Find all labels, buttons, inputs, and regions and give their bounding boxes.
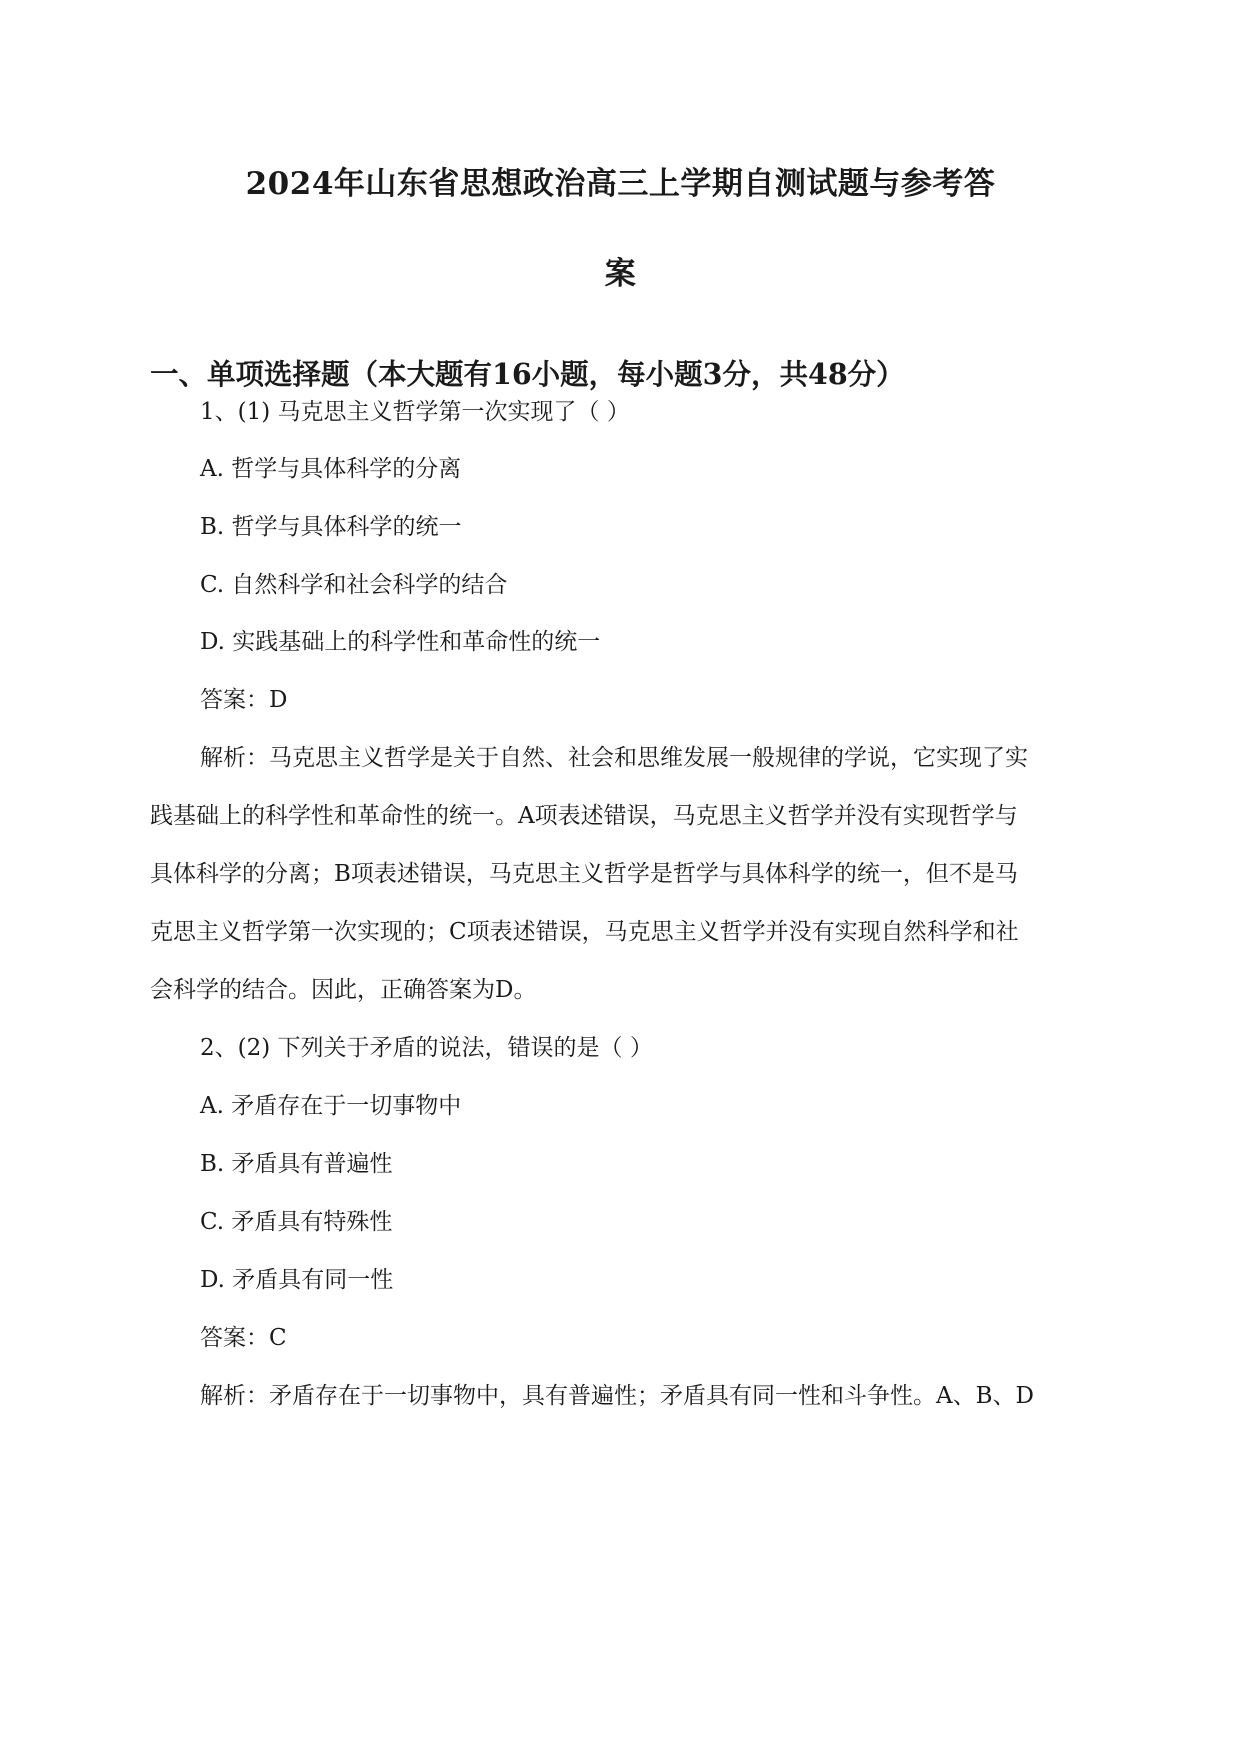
document-title-line-1: 2024年山东省思想政治高三上学期自测试题与参考答 (245, 166, 996, 202)
question-1-analysis-line: 具体科学的分离；B项表述错误，马克思主义哲学是哲学与具体科学的统一，但不是马 (150, 861, 1018, 887)
question-2-answer: 答案：C (200, 1325, 287, 1351)
question-2-option-c: C. 矛盾具有特殊性 (200, 1209, 393, 1235)
question-1-answer: 答案：D (200, 687, 288, 713)
question-1-analysis-line: 解析：马克思主义哲学是关于自然、社会和思维发展一般规律的学说，它实现了实 (200, 745, 1028, 771)
question-2-option-b: B. 矛盾具有普遍性 (200, 1151, 393, 1177)
question-1-analysis-line: 会科学的结合。因此，正确答案为D。 (150, 977, 537, 1003)
section-heading: 一、单项选择题（本大题有16小题，每小题3分，共48分） (150, 357, 905, 391)
question-1-stem: 1、(1) 马克思主义哲学第一次实现了（ ） (200, 399, 630, 425)
question-2-option-d: D. 矛盾具有同一性 (200, 1267, 394, 1293)
question-1-analysis-line: 克思主义哲学第一次实现的；C项表述错误，马克思主义哲学并没有实现自然科学和社 (150, 919, 1019, 945)
question-2-option-a: A. 矛盾存在于一切事物中 (200, 1093, 462, 1119)
question-1-option-c: C. 自然科学和社会科学的结合 (200, 572, 508, 598)
document-title-line-2: 案 (604, 256, 637, 292)
question-2-analysis-line: 解析：矛盾存在于一切事物中，具有普遍性；矛盾具有同一性和斗争性。A、B、D (200, 1383, 1034, 1409)
question-1-option-a: A. 哲学与具体科学的分离 (200, 456, 462, 482)
question-1-option-b: B. 哲学与具体科学的统一 (200, 514, 462, 540)
question-1-analysis-line: 践基础上的科学性和革命性的统一。A项表述错误，马克思主义哲学并没有实现哲学与 (150, 803, 1018, 829)
question-2-stem: 2、(2) 下列关于矛盾的说法，错误的是（ ） (200, 1035, 653, 1061)
question-1-option-d: D. 实践基础上的科学性和革命性的统一 (200, 629, 601, 655)
